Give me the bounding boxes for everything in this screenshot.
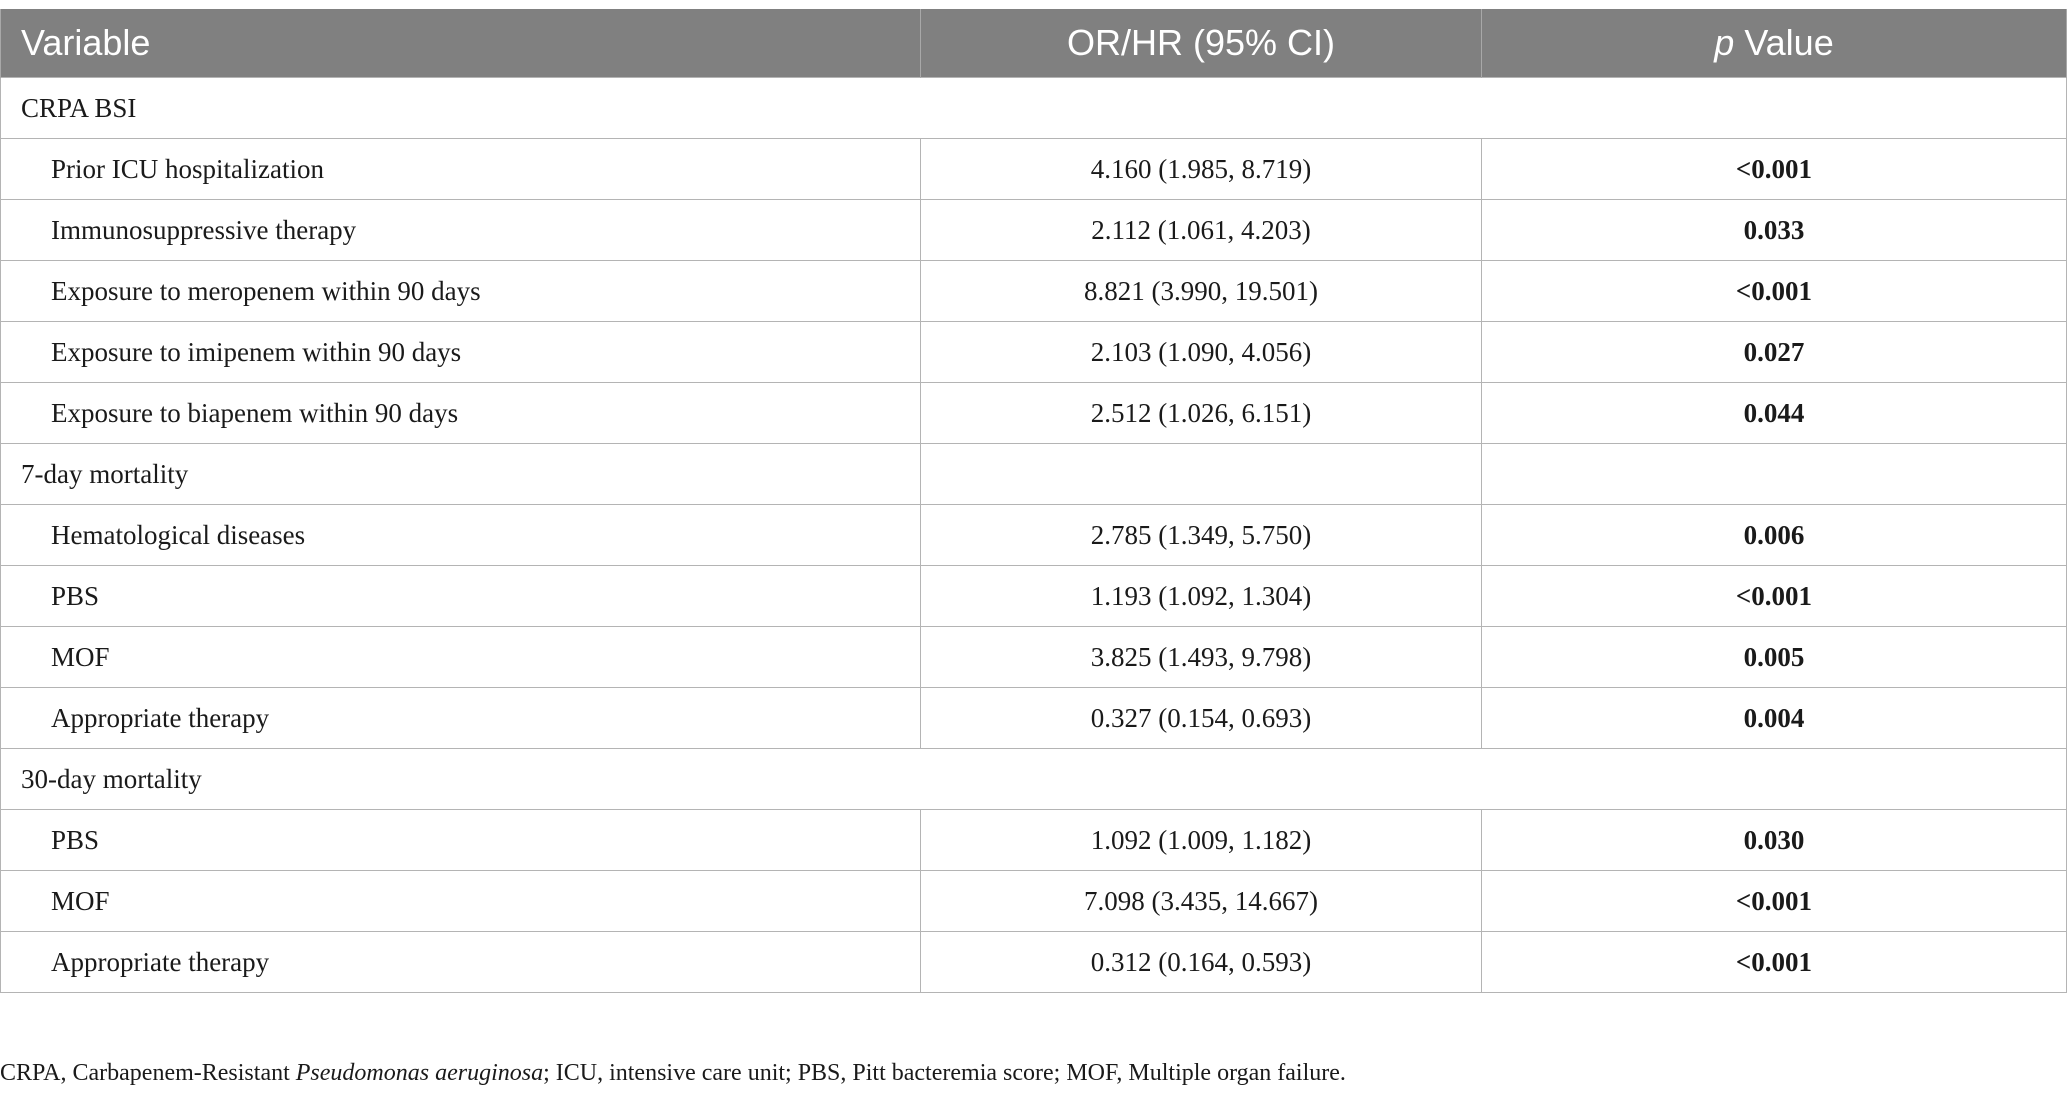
group-or-cell (921, 444, 1482, 505)
group-p-cell (1482, 444, 2067, 505)
or-hr-cell: 2.103 (1.090, 4.056) (921, 322, 1482, 383)
variable-cell: PBS (1, 810, 921, 871)
table-row (1, 688, 2067, 749)
table-row (1, 627, 2067, 688)
footnote-part1: CRPA, Carbapenem-Resistant (0, 1060, 296, 1086)
variable-cell: MOF (1, 627, 921, 688)
or-hr-cell: 7.098 (3.435, 14.667) (921, 871, 1482, 932)
p-value-cell: 0.005 (1482, 627, 2067, 688)
p-value-cell: <0.001 (1482, 871, 2067, 932)
variable-cell: Appropriate therapy (1, 688, 921, 749)
table-row (1, 139, 2067, 200)
p-value-cell: 0.044 (1482, 383, 2067, 444)
header-p-italic: p (1714, 22, 1735, 63)
group-header-row (1, 444, 2067, 505)
table-row (1, 810, 2067, 871)
table-row (1, 261, 2067, 322)
table-row (1, 871, 2067, 932)
results-table (0, 9, 2067, 993)
or-hr-cell: 1.193 (1.092, 1.304) (921, 566, 1482, 627)
results-table-container (0, 9, 2066, 993)
or-hr-cell: 0.327 (0.154, 0.693) (921, 688, 1482, 749)
p-value-cell: 0.033 (1482, 200, 2067, 261)
or-hr-cell: 1.092 (1.009, 1.182) (921, 810, 1482, 871)
group-header-row (1, 78, 2067, 139)
or-hr-cell: 2.512 (1.026, 6.151) (921, 383, 1482, 444)
group-label: 7-day mortality (1, 444, 921, 505)
p-value-cell: 0.027 (1482, 322, 2067, 383)
or-hr-cell: 0.312 (0.164, 0.593) (921, 932, 1482, 993)
p-value-cell: <0.001 (1482, 566, 2067, 627)
variable-cell: Appropriate therapy (1, 932, 921, 993)
table-row (1, 322, 2067, 383)
footnote-part2: ; ICU, intensive care unit; PBS, Pitt bacteremia score; MOF, Multiple organ failure. (543, 1060, 1346, 1086)
header-value-text: Value (1734, 22, 1834, 63)
p-value-cell: <0.001 (1482, 261, 2067, 322)
table-row (1, 383, 2067, 444)
table-row (1, 200, 2067, 261)
variable-cell: Immunosuppressive therapy (1, 200, 921, 261)
or-hr-cell: 2.785 (1.349, 5.750) (921, 505, 1482, 566)
table-footnote (0, 1060, 1346, 1087)
table-body (1, 78, 2067, 993)
table-header (1, 9, 2067, 78)
table-row (1, 932, 2067, 993)
variable-cell: PBS (1, 566, 921, 627)
p-value-cell: 0.030 (1482, 810, 2067, 871)
or-hr-cell: 3.825 (1.493, 9.798) (921, 627, 1482, 688)
header-or-hr: OR/HR (95% CI) (921, 9, 1482, 78)
p-value-cell: <0.001 (1482, 932, 2067, 993)
variable-cell: Exposure to biapenem within 90 days (1, 383, 921, 444)
variable-cell: Exposure to meropenem within 90 days (1, 261, 921, 322)
group-label: 30-day mortality (1, 749, 2067, 810)
p-value-cell: 0.004 (1482, 688, 2067, 749)
variable-cell: Prior ICU hospitalization (1, 139, 921, 200)
group-label: CRPA BSI (1, 78, 2067, 139)
p-value-cell: <0.001 (1482, 139, 2067, 200)
or-hr-cell: 4.160 (1.985, 8.719) (921, 139, 1482, 200)
header-row (1, 9, 2067, 78)
or-hr-cell: 8.821 (3.990, 19.501) (921, 261, 1482, 322)
table-row (1, 505, 2067, 566)
variable-cell: Exposure to imipenem within 90 days (1, 322, 921, 383)
p-value-cell: 0.006 (1482, 505, 2067, 566)
variable-cell: Hematological diseases (1, 505, 921, 566)
footnote-italic: Pseudomonas aeruginosa (295, 1060, 544, 1086)
table-row (1, 566, 2067, 627)
header-variable: Variable (1, 9, 921, 78)
variable-cell: MOF (1, 871, 921, 932)
group-header-row (1, 749, 2067, 810)
header-p-value (1482, 9, 2067, 78)
or-hr-cell: 2.112 (1.061, 4.203) (921, 200, 1482, 261)
